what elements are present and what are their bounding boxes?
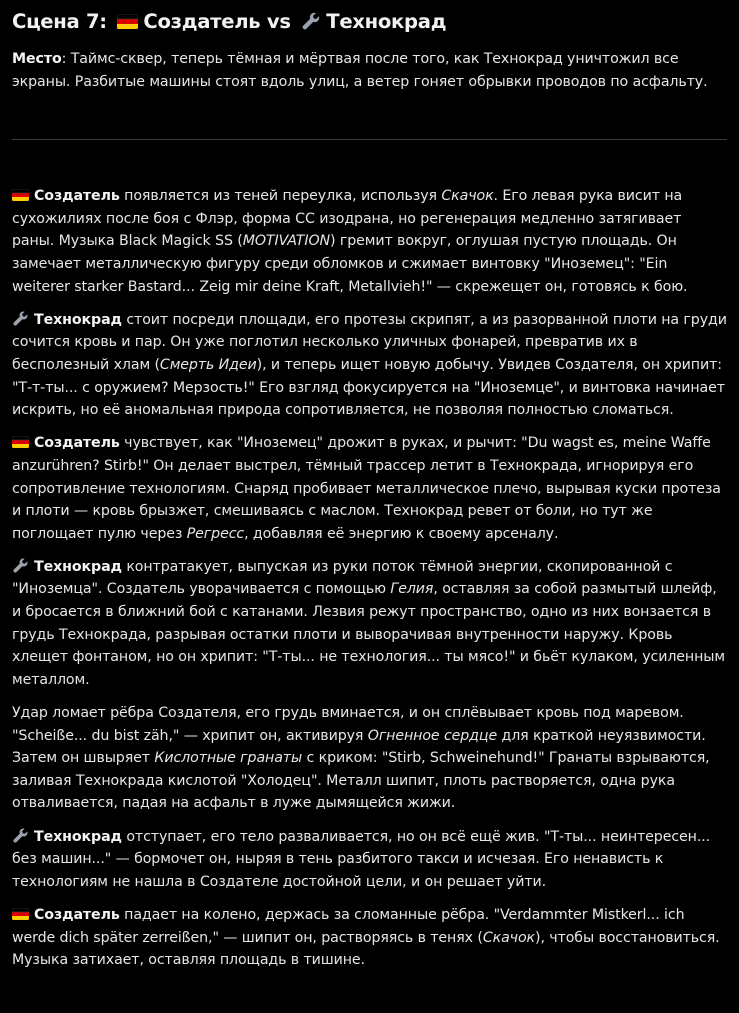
paragraph-text: Удар ломает рёбра Создателя, его грудь вминается, и он сплёвывает кровь под маревом. "Scheiße... du bist zäh," — хрипит он, активируя (12, 705, 684, 744)
german-flag-icon (117, 14, 138, 29)
italic-term: Огненное сердце (367, 727, 498, 744)
speaker-name: Создатель (34, 188, 120, 205)
italic-term: Скачок (482, 929, 536, 946)
story-paragraph (12, 826, 727, 894)
scene-title (12, 0, 727, 37)
setting-label: Место (12, 51, 62, 67)
paragraph-text: стоит посреди площади, его протезы скрипят, а из разорванной плоти на груди сочится кровь и пар. Он уже поглотил несколько уличных фонарей, превратив их в бесполезный хлам ( (12, 311, 727, 373)
german-flag-icon (12, 189, 29, 201)
story-paragraph (12, 904, 727, 972)
story-paragraph (12, 185, 727, 298)
german-flag-icon (12, 908, 29, 920)
paragraph-text: , оставляя за собой размытый шлейф, и бросается в ближний бой с катанами. Лезвия режут пространство, одно из них вонзается в грудь Технокрада, разрывая остатки плоти и выворачивая внутренности наружу. Кровь хлещет фонтаном, но он хрипит: "Т-ты... не технология... ты мясо!" и бьёт кулаком, усиленным металлом. (12, 581, 725, 688)
italic-term: Смерть Идеи (159, 356, 257, 373)
story-body (12, 185, 727, 972)
paragraph-text: ), чтобы восстановиться. Музыка затихает, оставляя площадь в тишине. (12, 929, 720, 969)
paragraph-text: с криком: "Stirb, Schweinehund!" Гранаты взрываются, заливая Технокрада кислотой "Холодец". Металл шипит, плоть растворяется, одна рука отваливается, падая на асфальт в луже дымящейся жижи. (12, 750, 710, 812)
italic-term: Кислотные гранаты (154, 750, 303, 767)
setting-text: : Таймс-сквер, теперь тёмная и мёртвая после того, как Технокрад уничтожил все экраны. Разбитые машины стоят вдоль улиц, а ветер гоняет обрывки проводов по асфальту. (12, 51, 708, 90)
wrench-icon (12, 557, 29, 574)
story-paragraph (12, 432, 727, 545)
title-prefix: Сцена 7: (12, 10, 107, 33)
paragraph-text: появляется из теней переулка, используя (119, 188, 442, 205)
paragraph-text: , добавляя её энергию к своему арсеналу. (244, 525, 559, 542)
title-vs: vs (266, 10, 291, 33)
speaker-name: Создатель (34, 435, 120, 452)
paragraph-text: для краткой неуязвимости. Затем он швыряет (12, 727, 706, 767)
paragraph-text: отступает, его тело разваливается, но он всё ещё жив. "Т-ты... неинтересен... без машин..." — бормочет он, ныряя в тень разбитого такси и исчезая. Его ненависть к технологиям не нашла в Создателе достойной цели, и он решает уйти. (12, 828, 711, 890)
divider (12, 139, 727, 140)
paragraph-text: ) гремит вокруг, оглушая пустую площадь. Он замечает металлическую фигуру среди обломков и сжимает винтовку "Иноземец": "Ein weiterer starker Bastard... Zeig mir deine Kraft, Metallvieh!" — скрежещет он, готовясь к бою. (12, 233, 688, 295)
wrench-icon (12, 827, 29, 844)
speaker-name: Технокрад (34, 558, 122, 575)
paragraph-text: ), и теперь ищет новую добычу. Увидев Создателя, он хрипит: "Т-т-ты... с оружием? Мерзость!" Его взгляд фокусируется на "Иноземце", и винтовка начинает искрить, но её аномальная природа сопротивляется, не позволяя полностью сломаться. (12, 356, 725, 419)
paragraph-text: чувствует, как "Иноземец" дрожит в руках, и рычит: "Du wagst es, meine Waffe anzurühren? Stirb!" Он делает выстрел, тёмный трассер летит в Технокрада, игнорируя его сопротивление технологиям. Снаряд пробивает металлическое плечо, вырывая куски протеза и плоти — кровь брызжет, смешиваясь с маслом. Технокрад ревет от боли, но тут же поглощает пулю через (12, 435, 721, 542)
wrench-icon (301, 11, 321, 31)
speaker-name: Технокрад (34, 828, 122, 845)
story-paragraph (12, 702, 727, 815)
wrench-icon (12, 310, 29, 327)
title-techno: Технокрад (326, 10, 447, 33)
italic-term: MOTIVATION (242, 233, 331, 250)
italic-term: Регресс (186, 525, 245, 542)
title-creator: Создатель (143, 10, 261, 33)
italic-term: Скачок (441, 188, 494, 205)
german-flag-icon (12, 436, 29, 448)
italic-term: Гелия (390, 581, 434, 598)
story-paragraph (12, 556, 727, 692)
paragraph-text: падает на колено, держась за сломанные рёбра. "Verdammter Mistkerl... ich werde dich später zerreißen," — шипит он, растворяясь в тенях ( (12, 906, 685, 946)
story-paragraph (12, 309, 727, 422)
speaker-name: Технокрад (34, 311, 122, 328)
setting-paragraph (12, 48, 727, 93)
paragraph-text: контратакует, выпуская из руки поток тёмной энергии, скопированной с "Иноземца". Создатель уворачивается с помощью (12, 558, 673, 598)
speaker-name: Создатель (34, 906, 120, 923)
paragraph-text: . Его левая рука висит на сухожилиях после боя с Флэр, форма СС изодрана, но регенерация медленно затягивает раны. Музыка Black Magick SS ( (12, 188, 683, 250)
